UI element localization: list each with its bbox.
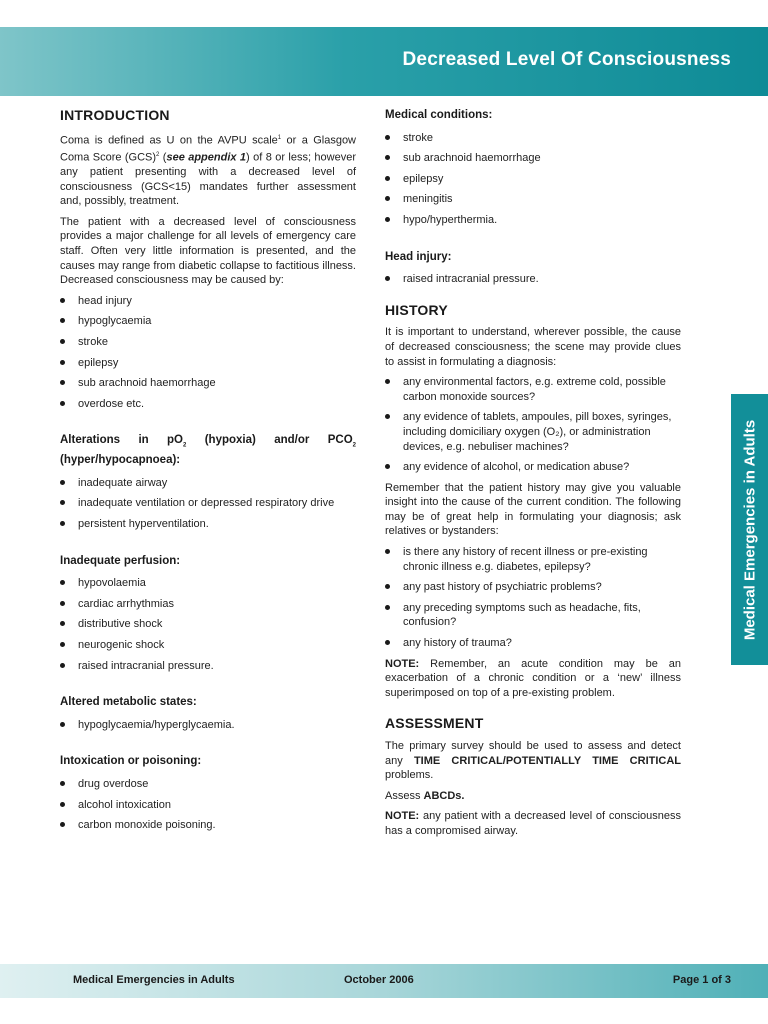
list-item: inadequate airway	[60, 476, 356, 491]
intoxication-heading: Intoxication or poisoning:	[60, 755, 202, 768]
side-tab-label: Medical Emergencies in Adults	[741, 419, 758, 640]
history-paragraph-1: It is important to understand, wherever possible, the cause of decreased consciousness; the scene may provide clues to assist in formulating a diagnosis:	[385, 326, 681, 368]
list-item: any evidence of tablets, ampoules, pill boxes, syringes, including domiciliary oxygen (O₂), or administration devices, e.g. nebuliser machines?	[385, 410, 681, 454]
medical-conditions-heading: Medical conditions:	[385, 109, 493, 121]
alterations-list	[60, 476, 356, 532]
intro-text-a: Coma is defined as U on the AVPU scale	[60, 134, 278, 147]
list-item: meningitis	[385, 192, 681, 207]
list-item: any history of trauma?	[385, 636, 681, 651]
page-title: Decreased Level Of Consciousness	[402, 49, 731, 70]
list-item: persistent hyperventilation.	[60, 517, 356, 532]
introduction-heading: INTRODUCTION	[60, 107, 170, 123]
history-note-text: Remember, an acute condition may be an exacerbation of a chronic condition or a ‘new’ illness superimposed on top of a pre-existing problem.	[385, 657, 681, 699]
medical-conditions-list	[385, 131, 681, 228]
footer	[0, 964, 768, 998]
list-item: hypovolaemia	[60, 576, 356, 591]
perfusion-list	[60, 576, 356, 673]
appendix-reference[interactable]: see appendix 1	[166, 151, 247, 164]
list-item: raised intracranial pressure.	[385, 272, 681, 287]
history-list-1	[385, 375, 681, 475]
list-item: alcohol intoxication	[60, 798, 356, 813]
list-item: any environmental factors, e.g. extreme cold, possible carbon monoxide sources?	[385, 375, 681, 404]
assessment-note-text: any patient with a decreased level of consciousness has a compromised airway.	[385, 810, 681, 837]
list-item: inadequate ventilation or depressed respiratory drive	[60, 496, 356, 511]
footer-page-number: Page 1 of 3	[672, 974, 731, 986]
assessment-text-b: problems.	[385, 769, 434, 782]
intoxication-list	[60, 777, 356, 833]
alterations-heading	[60, 433, 356, 467]
list-item: epilepsy	[385, 172, 681, 187]
history-paragraph-2: Remember that the patient history may give you valuable insight into the cause of the current condition. The following may be of great help in formulating your diagnosis; ask relatives or bystanders:	[385, 481, 681, 538]
note-label: NOTE:	[385, 810, 420, 823]
causes-list	[60, 294, 356, 412]
footnote-ref-1: 1	[277, 134, 282, 141]
list-item: hypoglycaemia	[60, 314, 356, 329]
assess-text: Assess	[385, 789, 424, 802]
assess-abcds	[385, 789, 681, 804]
alterations-heading-c: (hyper/hypocapnoea):	[60, 454, 181, 467]
list-item: sub arachnoid haemorrhage	[60, 376, 356, 391]
assessment-heading: ASSESSMENT	[385, 715, 484, 732]
footer-title: Medical Emergencies in Adults	[73, 974, 235, 986]
section-side-tab[interactable]	[731, 394, 768, 665]
list-item: sub arachnoid haemorrhage	[385, 151, 681, 166]
list-item: head injury	[60, 294, 356, 309]
list-item: any evidence of alcohol, or medication abuse?	[385, 460, 681, 475]
head-injury-list	[385, 272, 681, 287]
subscript-2b: 2	[352, 442, 356, 449]
note-label: NOTE:	[385, 657, 420, 670]
intro-paragraph-2: The patient with a decreased level of consciousness provides a major challenge for all levels of emergency care staff. Often very little information is presented, and the causes may range from diabetic collapse to factitious illness. Decreased consciousness may be caused by:	[60, 215, 356, 287]
list-item: stroke	[385, 131, 681, 146]
right-column	[385, 108, 681, 845]
subscript-2a: 2	[183, 442, 187, 449]
footer-date: October 2006	[344, 974, 414, 986]
intro-paragraph-1	[60, 131, 356, 209]
footnote-ref-2: 2	[156, 151, 160, 158]
metabolic-list	[60, 718, 356, 733]
list-item: is there any history of recent illness or pre-existing chronic illness e.g. diabetes, epilepsy?	[385, 545, 681, 574]
head-injury-heading: Head injury:	[385, 250, 452, 263]
alterations-heading-a: Alterations in pO	[60, 434, 184, 447]
assessment-text-a: The primary survey should be used to assess and detect any	[385, 740, 681, 767]
header-band	[0, 27, 768, 96]
assessment-paragraph	[385, 739, 681, 783]
list-item: cardiac arrhythmias	[60, 597, 356, 612]
history-note	[385, 657, 681, 701]
list-item: raised intracranial pressure.	[60, 659, 356, 674]
list-item: stroke	[60, 335, 356, 350]
alterations-heading-b: (hypoxia) and/or PCO	[186, 434, 353, 447]
list-item: carbon monoxide poisoning.	[60, 818, 356, 833]
intro-text-c: ) of 8 or less; however any patient presenting with a decreased level of consciousness (GCS<15) mandates further assessment and, possibly, treatment.	[60, 151, 356, 208]
metabolic-heading: Altered metabolic states:	[60, 696, 197, 709]
intro-text-paren: (	[159, 151, 167, 164]
list-item: neurogenic shock	[60, 638, 356, 653]
list-item: hypoglycaemia/hyperglycaemia.	[60, 718, 356, 733]
left-column	[60, 108, 356, 839]
list-item: drug overdose	[60, 777, 356, 792]
time-critical-text: TIME CRITICAL/POTENTIALLY TIME CRITICAL	[413, 754, 682, 767]
history-heading: HISTORY	[385, 301, 448, 318]
list-item: overdose etc.	[60, 397, 356, 412]
history-list-2	[385, 545, 681, 651]
perfusion-heading: Inadequate perfusion:	[60, 554, 181, 567]
list-item: epilepsy	[60, 356, 356, 371]
list-item: hypo/hyperthermia.	[385, 213, 681, 228]
intro-text-b: or a Glasgow Coma Score (GCS)	[60, 134, 357, 164]
list-item: any preceding symptoms such as headache, fits, confusion?	[385, 601, 681, 630]
list-item: distributive shock	[60, 617, 356, 632]
list-item: any past history of psychiatric problems?	[385, 580, 681, 595]
abcds-text: ABCDs.	[423, 789, 465, 802]
assessment-note	[385, 809, 681, 838]
